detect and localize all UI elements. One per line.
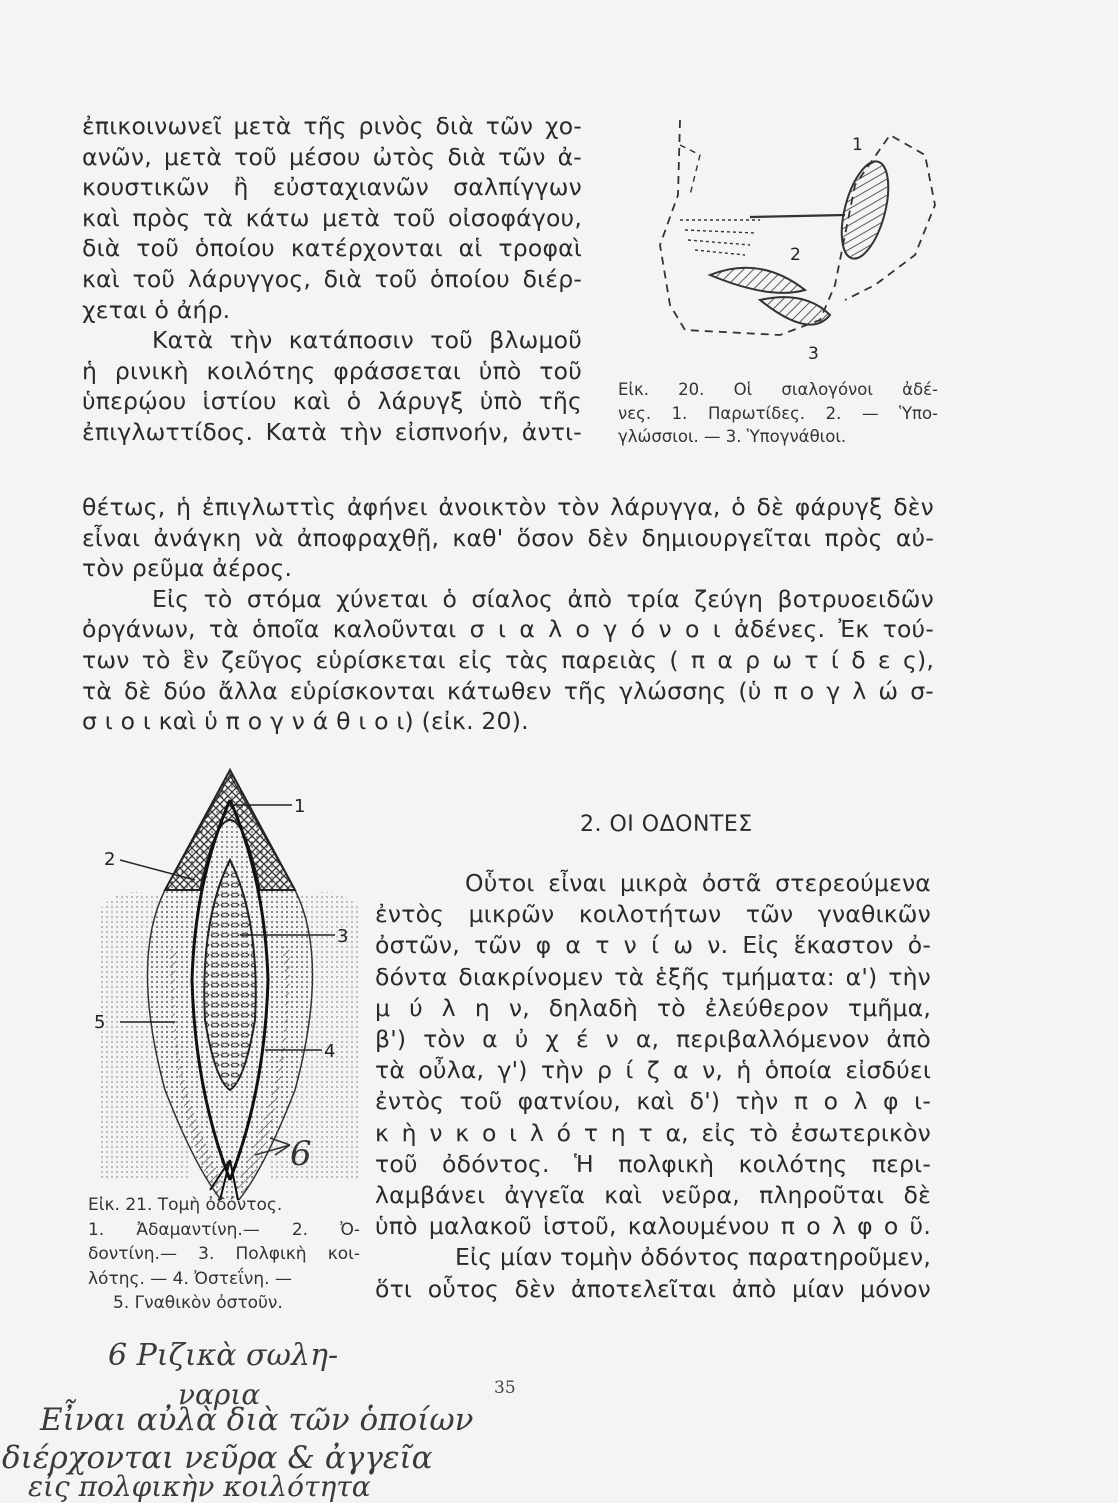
text-line: Κατὰ τὴν κατάποσιν τοῦ βλωμοῦ — [152, 326, 582, 355]
figure-20-salivary-glands — [640, 115, 940, 365]
fig20-label: 2 — [790, 245, 801, 265]
caption-line: λότης. — 4. Ὀστεΐνη. — — [88, 1268, 292, 1289]
text-line: ὑπερῴου ἱστίου καὶ ὁ λάρυγξ ὑπὸ τῆς — [82, 387, 582, 416]
text-line: καὶ πρὸς τὰ κάτω μετὰ τοῦ οἰσοφάγου, — [82, 203, 582, 232]
text-line: Εἰς μίαν τομὴν ὀδόντος παρατηροῦμεν, — [455, 1243, 931, 1272]
text-line: Εἰς τὸ στόμα χύνεται ὁ σίαλος ἀπὸ τρία ζεύγη βοτρυοειδῶν — [152, 584, 934, 613]
text-block-intro — [82, 111, 582, 448]
text-line: β') τὸν α ὐ χ έ ν α, περιβαλλόμενον ἀπὸ — [375, 1025, 931, 1054]
text-line: ὅτι οὗτος δὲν ἀποτελεῖται ἀπὸ μίαν μόνον — [375, 1274, 931, 1303]
caption-line: 1. Ἀδαμαντίνη.— 2. Ὀ- — [88, 1219, 360, 1240]
text-line: ἐπικοινωνεῖ μετὰ τῆς ρινὸς διὰ τῶν χο- — [82, 112, 582, 140]
text-line: κ ὴ ν κ ο ι λ ό τ η τ α, εἰς τὸ ἐσωτερικὸν — [375, 1118, 931, 1147]
caption-line: 5. Γναθικὸν ὀστοῦν. — [113, 1293, 283, 1313]
handwritten-note-line: εἰς πολφικὴν κοιλότητα — [28, 1470, 371, 1503]
caption-line: Εἰκ. 21. Τομὴ ὀδόντος. — [88, 1195, 283, 1215]
fig21-label: 5 — [94, 1012, 106, 1033]
fig21-label: 4 — [324, 1041, 336, 1062]
text-line: τὰ οὖλα, γ') τὴν ρ ί ζ α ν, ἡ ὁποία εἰσδύει — [375, 1056, 931, 1085]
fig21-label: 3 — [337, 926, 349, 947]
text-line: ἐντὸς μικρῶν κοιλοτήτων τῶν γναθικῶν — [375, 900, 931, 929]
caption-line: Εἰκ. 20. Οἱ σιαλογόνοι ἀδέ- — [618, 380, 938, 399]
text-line: Οὗτοι εἶναι μικρὰ ὀστᾶ στερεούμενα — [465, 869, 931, 897]
text-line: λαμβάνει ἀγγεῖα καὶ νεῦρα, πληροῦται δὲ — [375, 1181, 931, 1210]
text-line: ἡ ρινικὴ κοιλότης φράσσεται ὑπὸ τοῦ — [82, 356, 582, 385]
fig20-label: 3 — [808, 344, 819, 364]
text-line: εἶναι ἀνάγκη νὰ ἀποφραχθῇ, καθ' ὅσον δὲν δημιουργεῖται πρὸς αὐ- — [82, 523, 934, 552]
text-line: δόντα διακρίνομεν τὰ ἑξῆς τμήματα: α') τὴν — [375, 962, 931, 991]
text-line: των τὸ ἓν ζεῦγος εὑρίσκεται εἰς τὰς παρειὰς ( π α ρ ω τ ί δ ε ς), — [82, 645, 934, 674]
text-line: χεται ὁ ἀήρ. — [82, 295, 231, 324]
figure-21-tooth-section — [80, 760, 380, 1200]
text-line: διὰ τοῦ ὁποίου κατέρχονται αἱ τροφαὶ — [82, 234, 582, 263]
text-block-teeth — [375, 868, 931, 1305]
text-line: ἐπιγλωττίδος. Κατὰ τὴν εἰσπνοήν, ἀντι- — [82, 417, 582, 446]
text-line: ανῶν, μετὰ τοῦ μέσου ὠτὸς διὰ τῶν ἀ- — [82, 142, 582, 171]
fig21-label: 2 — [104, 849, 116, 870]
text-line: ὀστῶν, τῶν φ α τ ν ί ω ν. Εἰς ἕκαστον ὀ- — [375, 931, 931, 960]
fig20-label: 1 — [852, 135, 863, 155]
figure-21-caption — [88, 1193, 360, 1316]
text-line: τοῦ ὀδόντος. Ἡ πολφικὴ κοιλότης περι- — [375, 1149, 931, 1178]
text-line: μ ύ λ η ν, δηλαδὴ τὸ ἐλεύθερον τμῆμα, — [375, 993, 931, 1022]
text-line: καὶ τοῦ λάρυγγος, διὰ τοῦ ὁποίου διέρ- — [82, 264, 582, 293]
fig21-label: 1 — [294, 796, 306, 817]
caption-line: γλώσσιοι. — 3. Ὑπογνάθιοι. — [618, 427, 847, 446]
caption-line: δοντίνη.— 3. Πολφικὴ κοι- — [88, 1244, 360, 1264]
text-line: κουστικῶν ἢ εὐσταχιανῶν σαλπίγγων — [82, 173, 582, 202]
text-line: ἐντὸς τοῦ φατνίου, καὶ δ') τὴν π ο λ φ ι- — [375, 1087, 931, 1116]
figure-20-caption — [618, 378, 938, 449]
handwritten-note-line: ναρια — [178, 1378, 261, 1411]
fig21-handwritten-label: 6 — [290, 1134, 312, 1174]
section-heading: 2. ΟΙ ΟΔΟΝΤΕΣ — [580, 812, 753, 837]
text-line: τὸν ρεῦμα ἀέρος. — [82, 554, 293, 583]
handwritten-note-line: 6 Ριζικὰ σωλη- — [108, 1338, 339, 1373]
text-line: τὰ δὲ δύο ἄλλα εὑρίσκονται κάτωθεν τῆς γλώσσης (ὑ π ο γ λ ώ σ- — [82, 676, 934, 705]
text-line: ὀργάνων, τὰ ὁποῖα καλοῦνται σ ι α λ ο γ ό ν ο ι ἀδένες. Ἐκ τού- — [82, 615, 934, 644]
handwritten-note-line: Εἶναι αὐλὰ διὰ τῶν ὁποίων — [40, 1402, 474, 1438]
text-line: σ ι ο ι καὶ ὑ π ο γ ν ά θ ι ο ι) (εἰκ. 20). — [82, 707, 529, 736]
text-block-salivary — [82, 492, 934, 737]
text-line: θέτως, ἡ ἐπιγλωττὶς ἀφήνει ἀνοικτὸν τὸν λάρυγγα, ὁ δὲ φάρυγξ δὲν — [82, 493, 934, 521]
page-number: 35 — [494, 1378, 516, 1398]
caption-line: νες. 1. Παρωτίδες. 2. — Ὑπο- — [618, 403, 938, 423]
text-line: ὑπὸ μαλακοῦ ἱστοῦ, καλουμένου π ο λ φ ο ῦ. — [375, 1212, 931, 1241]
handwritten-note-line: διέρχονται νεῦρα & ἀγγεῖα — [2, 1440, 433, 1476]
